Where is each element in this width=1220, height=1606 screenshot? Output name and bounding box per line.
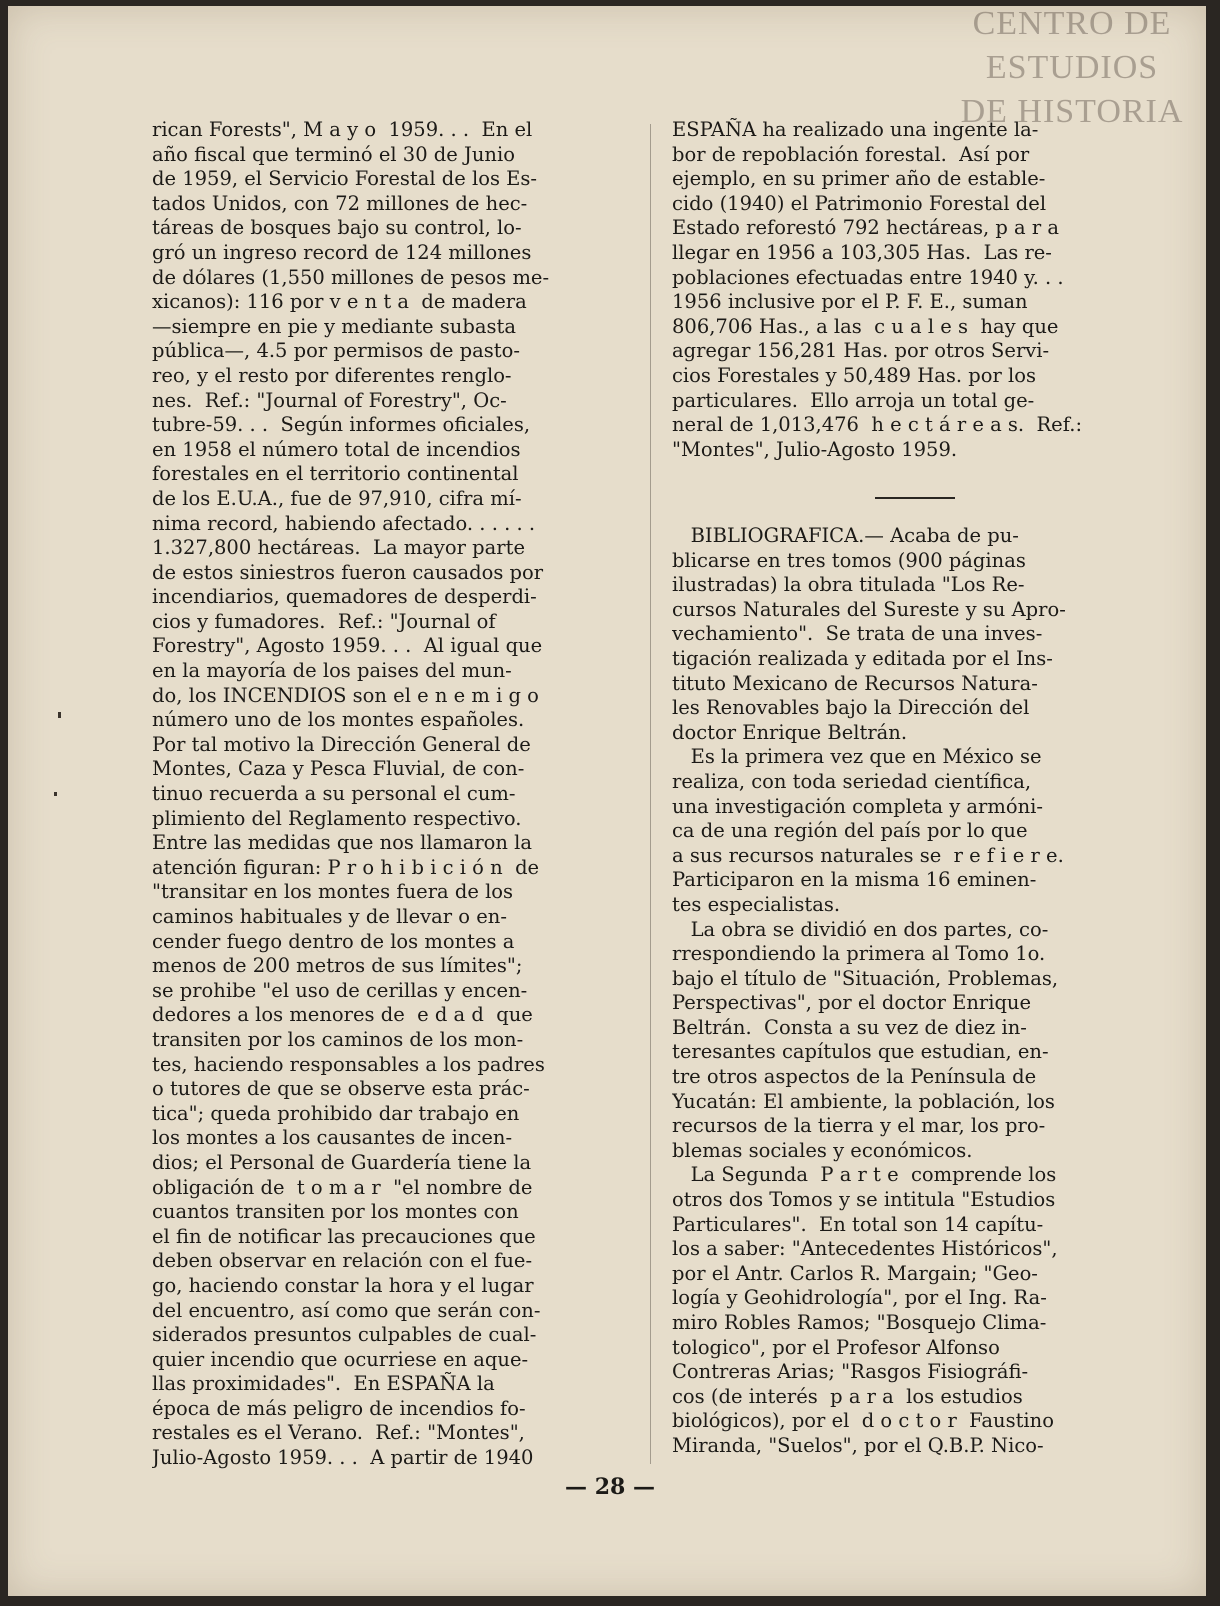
paper-speck	[58, 712, 61, 718]
text-line: blicarse en tres tomos (900 páginas	[672, 548, 1026, 572]
text-line: go, haciendo constar la hora y el lugar	[152, 1273, 534, 1297]
text-line: agregar 156,281 Has. por otros Servi-	[672, 339, 1050, 363]
text-line: blemas sociales y económicos.	[672, 1138, 973, 1162]
text-line: por el Antr. Carlos R. Margain; "Geo-	[672, 1261, 1038, 1285]
text-line: pública—, 4.5 por permisos de pasto-	[152, 339, 520, 363]
text-line: Miranda, "Suelos", por el Q.B.P. Nico-	[672, 1433, 1044, 1457]
text-line: recursos de la tierra y el mar, los pro-	[672, 1114, 1046, 1138]
text-line: de dólares (1,550 millones de pesos me-	[152, 265, 550, 289]
paper-speck	[54, 792, 57, 796]
text-line: doctor Enrique Beltrán.	[672, 720, 908, 744]
text-line: La obra se dividió en dos partes, co-	[672, 917, 1049, 941]
text-line: particulares. Ello arroja un total ge-	[672, 388, 1035, 412]
text-line: a sus recursos naturales se r e f i e r e.	[672, 843, 1064, 867]
text-line: vechamiento". Se trata de una inves-	[672, 622, 1043, 646]
text-line: el fin de notificar las precauciones que	[152, 1224, 536, 1248]
text-line: Montes, Caza y Pesca Fluvial, de con-	[152, 757, 525, 781]
text-line: del encuentro, así como que serán con-	[152, 1298, 541, 1322]
text-line: tituto Mexicano de Recursos Natura-	[672, 671, 1038, 695]
text-line: Contreras Arias; "Rasgos Fisiográfi-	[672, 1360, 1029, 1384]
text-line: 1956 inclusive por el P. F. E., suman	[672, 290, 1028, 314]
text-line: 1.327,800 hectáreas. La mayor parte	[152, 536, 525, 560]
text-line: dios; el Personal de Guardería tiene la	[152, 1150, 532, 1174]
right-text-column-bottom	[672, 524, 1162, 1459]
text-line: tigación realizada y editada por el Ins-	[672, 646, 1053, 670]
text-line: Estado reforestó 792 hectáreas, p a r a	[672, 216, 1060, 240]
text-line: de estos siniestros fueron causados por	[152, 560, 544, 584]
watermark-line: CENTRO DE	[972, 5, 1172, 42]
text-line: menos de 200 metros de sus límites";	[152, 954, 523, 978]
text-line: se prohibe "el uso de cerillas y encen-	[152, 978, 528, 1002]
text-line: en la mayoría de los paises del mun-	[152, 659, 512, 683]
text-line: dedores a los menores de e d a d que	[152, 1003, 533, 1027]
text-line: xicanos): 116 por v e n t a de madera	[152, 290, 527, 314]
archive-watermark	[942, 2, 1202, 134]
text-line: tre otros aspectos de la Península de	[672, 1065, 1037, 1089]
text-line: nes. Ref.: "Journal of Forestry", Oc-	[152, 388, 507, 412]
text-line: de los E.U.A., fue de 97,910, cifra mí-	[152, 486, 522, 510]
text-line: cursos Naturales del Sureste y su Apro-	[672, 597, 1066, 621]
column-separator	[650, 124, 651, 1464]
right-text-column-top	[672, 118, 1162, 462]
text-line: tica"; queda prohibido dar trabajo en	[152, 1101, 520, 1125]
page-number: — 28 —	[565, 1474, 655, 1500]
text-line: los a saber: "Antecedentes Históricos",	[672, 1237, 1058, 1261]
text-line: ilustradas) la obra titulada "Los Re-	[672, 573, 1025, 597]
text-line: logía y Geohidrología", por el Ing. Ra-	[672, 1286, 1047, 1310]
text-line: época de más peligro de incendios fo-	[152, 1396, 526, 1420]
text-line: Forestry", Agosto 1959. . . Al igual que	[152, 634, 543, 658]
text-line: bajo el título de "Situación, Problemas,	[672, 966, 1059, 990]
text-line: siderados presuntos culpables de cual-	[152, 1323, 537, 1347]
text-line: tes especialistas.	[672, 892, 841, 916]
text-line: transiten por los caminos de los mon-	[152, 1027, 524, 1051]
text-line: Yucatán: El ambiente, la población, los	[672, 1089, 1055, 1113]
text-line: teresantes capítulos que estudian, en-	[672, 1040, 1049, 1064]
text-line: atención figuran: P r o h i b i c i ó n de	[152, 855, 540, 879]
text-line: poblaciones efectuadas entre 1940 y. . .	[672, 265, 1064, 289]
text-line: gró un ingreso record de 124 millones	[152, 240, 532, 264]
text-line: ejemplo, en su primer año de estable-	[672, 167, 1046, 191]
text-line: ca de una región del país por lo que	[672, 819, 1028, 843]
text-line: cido (1940) el Patrimonio Forestal del	[672, 191, 1047, 215]
text-line: deben observar en relación con el fue-	[152, 1249, 533, 1273]
text-line: les Renovables bajo la Dirección del	[672, 696, 1030, 720]
text-line: nima record, habiendo afectado. . . . . .	[152, 511, 536, 535]
text-line: cos (de interés p a r a los estudios	[672, 1384, 1023, 1408]
text-line: neral de 1,013,476 h e c t á r e a s. Ref.:	[672, 413, 1083, 437]
text-line: cuantos transiten por los montes con	[152, 1200, 519, 1224]
text-line: llas proximidades". En ESPAÑA la	[152, 1372, 495, 1396]
text-line: táreas de bosques bajo su control, lo-	[152, 216, 522, 240]
text-line: Beltrán. Consta a su vez de diez in-	[672, 1015, 1027, 1039]
text-line: —siempre en pie y mediante subasta	[152, 314, 516, 338]
left-text-column	[152, 118, 632, 1471]
text-line: de 1959, el Servicio Forestal de los Es-	[152, 167, 537, 191]
text-line: biológicos), por el d o c t o r Faustino	[672, 1409, 1054, 1433]
text-line: plimiento del Reglamento respectivo.	[152, 806, 522, 830]
text-line: en 1958 el número total de incendios	[152, 437, 521, 461]
text-line: rican Forests", M a y o 1959. . . En el	[152, 118, 533, 141]
text-line: cender fuego dentro de los montes a	[152, 929, 515, 953]
text-line: una investigación completa y armóni-	[672, 794, 1043, 818]
text-line: miro Robles Ramos; "Bosquejo Clima-	[672, 1311, 1047, 1334]
text-line: cios y fumadores. Ref.: "Journal of	[152, 609, 496, 633]
text-line: "Montes", Julio-Agosto 1959.	[672, 437, 958, 461]
text-line: Particulares". En total son 14 capítu-	[672, 1212, 1044, 1236]
text-line: Por tal motivo la Dirección General de	[152, 732, 531, 756]
text-line: incendiarios, quemadores de desperdi-	[152, 585, 537, 609]
text-line: Julio-Agosto 1959. . . A partir de 1940	[152, 1446, 534, 1470]
text-line: ESPAÑA ha realizado una ingente la-	[672, 118, 1039, 141]
text-line: tubre-59. . . Según informes oficiales,	[152, 413, 531, 437]
text-line: otros dos Tomos y se intitula "Estudios	[672, 1188, 1056, 1212]
text-line: Perspectivas", por el doctor Enrique	[672, 991, 1032, 1015]
text-line: obligación de t o m a r "el nombre de	[152, 1175, 533, 1199]
text-line: tes, haciendo responsables a los padres	[152, 1052, 545, 1076]
text-line: rrespondiendo la primera al Tomo 1o.	[672, 942, 1046, 966]
text-line: forestales en el territorio continental	[152, 462, 519, 486]
text-line: La Segunda P a r t e comprende los	[672, 1163, 1057, 1187]
text-line: caminos habituales y de llevar o en-	[152, 905, 507, 928]
text-line: BIBLIOGRAFICA.— Acaba de pu-	[672, 524, 1019, 547]
text-line: número uno de los montes españoles.	[152, 708, 525, 732]
text-line: Entre las medidas que nos llamaron la	[152, 831, 533, 855]
text-line: los montes a los causantes de incen-	[152, 1126, 513, 1150]
text-line: tinuo recuerda a su personal el cum-	[152, 782, 516, 806]
text-line: Participaron en la misma 16 eminen-	[672, 868, 1037, 892]
text-line: bor de repoblación forestal. Así por	[672, 142, 1030, 166]
text-line: do, los INCENDIOS son el e n e m i g o	[152, 683, 539, 707]
watermark-line: DE HISTORIA	[960, 93, 1184, 130]
text-line: tologico", por el Profesor Alfonso	[672, 1335, 1000, 1359]
text-line: tados Unidos, con 72 millones de hec-	[152, 191, 528, 215]
text-line: quier incendio que ocurriese en aque-	[152, 1347, 529, 1371]
section-divider	[875, 497, 955, 499]
text-line: realiza, con toda seriedad científica,	[672, 769, 1032, 793]
text-line: cios Forestales y 50,489 Has. por los	[672, 363, 1037, 387]
text-line: "transitar en los montes fuera de los	[152, 880, 514, 904]
watermark-line: ESTUDIOS	[985, 49, 1159, 86]
text-line: Es la primera vez que en México se	[672, 745, 1042, 769]
text-line: 806,706 Has., a las c u a l e s hay que	[672, 314, 1059, 338]
text-line: llegar en 1956 a 103,305 Has. Las re-	[672, 240, 1052, 264]
text-line: reo, y el resto por diferentes renglo-	[152, 363, 512, 387]
text-line: o tutores de que se observe esta prác-	[152, 1077, 530, 1101]
text-line: restales es el Verano. Ref.: "Montes",	[152, 1421, 525, 1445]
text-line: año fiscal que terminó el 30 de Junio	[152, 142, 515, 166]
